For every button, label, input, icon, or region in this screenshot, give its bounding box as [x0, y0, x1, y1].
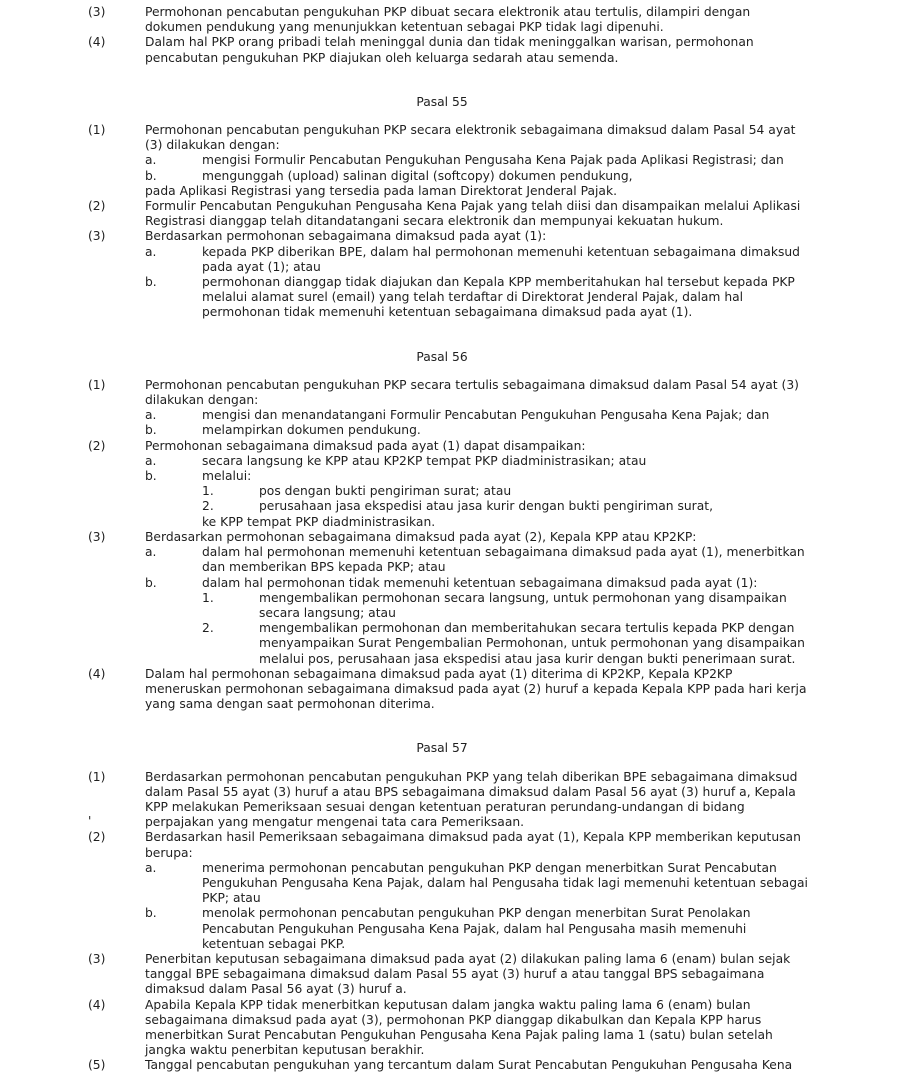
- list-item: [202, 499, 808, 514]
- item-text: Permohonan pencabutan pengukuhan PKP dibuat secara elektronik atau tertulis, dilampiri dengan dokumen pendukung yang menunjukkan ketentuan sebagai PKP tidak lagi dipenuhi.: [145, 5, 751, 35]
- item-body: [202, 169, 808, 184]
- item-text: secara langsung ke KPP atau KP2KP tempat PKP diadministrasikan; atau: [202, 453, 647, 468]
- item-number: (3): [88, 229, 106, 244]
- pasal-heading: Pasal 56: [416, 349, 468, 364]
- item-body: [145, 830, 808, 952]
- list-item: [145, 545, 808, 575]
- item-text: Berdasarkan hasil Pemeriksaan sebagaimana dimaksud pada ayat (1), Kepala KPP memberikan keputusan berupa:: [145, 830, 801, 860]
- item-text: Permohonan pencabutan pengukuhan PKP secara tertulis sebagaimana dimaksud dalam Pasal 54 ayat (3) dilakukan dengan:: [145, 377, 799, 408]
- item-number: b.: [145, 423, 157, 438]
- list-item: [145, 861, 808, 907]
- item-number: (1): [88, 123, 106, 138]
- item-text: Penerbitan keputusan sebagaimana dimaksud pada ayat (2) dilakukan paling lama 6 (enam) bulan sejak tanggal BPE sebagaimana dimaksud dalam Pasal 55 ayat (3) huruf a atau tanggal BPS sebagaimana dimaksud dalam Pasal 56 ayat (3) huruf a.: [145, 951, 791, 997]
- item-text: dalam hal permohonan memenuhi ketentuan sebagaimana dimaksud pada ayat (1), menerbitkan dan memberikan BPS kepada PKP; atau: [202, 545, 805, 575]
- item-text: Formulir Pencabutan Pengukuhan Pengusaha Kena Pajak yang telah diisi dan disampaikan melalui Aplikasi Registrasi dianggap telah ditandatangani secara elektronik dan mempunyai kekuatan hukum.: [145, 199, 801, 229]
- item-text: Berdasarkan permohonan sebagaimana dimaksud pada ayat (1):: [145, 229, 547, 244]
- item-body: [259, 484, 808, 499]
- item-number: a.: [145, 244, 157, 259]
- item-body: [145, 199, 808, 229]
- item-text: mengembalikan permohonan dan memberitahukan secara tertulis kepada PKP dengan menyampaikan Surat Pengembalian Permohonan, untuk permohonan yang disampaikan melalui pos, perusahaan jasa ekspedisi atau jasa kurir dengan bukti penerimaan surat.: [259, 621, 805, 666]
- item-body: [145, 378, 808, 439]
- item-number: a.: [145, 408, 157, 423]
- item-body: [145, 123, 808, 199]
- pasal-section: [88, 350, 808, 713]
- item-text: melalui:: [202, 469, 252, 484]
- item-continuation-text: ke KPP tempat PKP diadministrasikan.: [202, 514, 436, 529]
- list-item: [88, 229, 808, 320]
- list-item: [145, 469, 808, 530]
- item-number: (4): [88, 666, 106, 681]
- item-text: mengisi dan menandatangani Formulir Pencabutan Pengukuhan Pengusaha Kena Pajak; dan: [202, 408, 770, 423]
- list-item: [202, 484, 808, 499]
- item-number: a.: [145, 860, 157, 875]
- list-item: [88, 952, 808, 998]
- item-body: [202, 454, 808, 469]
- item-body: [145, 667, 808, 713]
- pasal-section: [88, 95, 808, 321]
- item-body: [202, 906, 808, 952]
- item-number: b.: [145, 469, 157, 484]
- item-body: [202, 245, 808, 275]
- item-body: [202, 423, 808, 438]
- item-body: [145, 35, 808, 65]
- item-body: [145, 1058, 808, 1073]
- pasal-heading: Pasal 57: [416, 741, 468, 756]
- item-number: a.: [145, 153, 157, 168]
- item-body: [145, 770, 808, 831]
- list-item: [88, 35, 808, 65]
- list-item: [88, 378, 808, 439]
- item-text: Permohonan pencabutan pengukuhan PKP secara elektronik sebagaimana dimaksud dalam Pasal 54 ayat (3) dilakukan dengan:: [145, 123, 796, 153]
- document-body: [88, 5, 808, 1074]
- item-text: perusahaan jasa ekspedisi atau jasa kurir dengan bukti pengiriman surat,: [259, 499, 713, 514]
- list-item: [88, 5, 808, 35]
- pasal-section: [88, 741, 808, 1073]
- list-item: [88, 123, 808, 199]
- item-number: a.: [145, 545, 157, 560]
- item-text: Berdasarkan permohonan sebagaimana dimaksud pada ayat (2), Kepala KPP atau KP2KP:: [145, 529, 697, 544]
- list-item: [88, 1058, 808, 1073]
- item-number: (2): [88, 830, 106, 845]
- item-number: (3): [88, 951, 106, 966]
- item-number: 2.: [202, 621, 214, 636]
- item-number: (1): [88, 377, 106, 392]
- item-number: 1.: [202, 484, 214, 499]
- item-body: [145, 952, 808, 998]
- list-item: [88, 530, 808, 667]
- item-number: (4): [88, 35, 106, 50]
- item-body: [202, 275, 808, 321]
- list-item: [88, 199, 808, 229]
- item-number: b.: [145, 906, 157, 921]
- item-number: 2.: [202, 499, 214, 514]
- item-text: mengembalikan permohonan secara langsung, untuk permohonan yang disampaikan secara langsung; atau: [259, 590, 787, 620]
- item-number: (2): [88, 199, 106, 214]
- list-item: [202, 591, 808, 621]
- item-number: (3): [88, 529, 106, 544]
- item-number: (1) ': [88, 769, 106, 828]
- pasal-section: [88, 5, 808, 66]
- item-text: Tanggal pencabutan pengukuhan yang tercantum dalam Surat Pencabutan Pengukuhan Pengusaha Kena: [145, 1058, 793, 1073]
- stray-apostrophe-mark: ': [88, 813, 92, 828]
- item-number: (3): [88, 5, 106, 19]
- list-item: [88, 998, 808, 1059]
- item-text: permohonan dianggap tidak diajukan dan Kepala KPP memberitahukan hal tersebut kepada PKP melalui alamat surel (email) yang telah terdaftar di Direktorat Jenderal Pajak, dalam hal permohonan tidak memenuhi ketentuan sebagaimana dimaksud pada ayat (1).: [202, 275, 795, 320]
- list-item: [145, 245, 808, 275]
- list-item: [88, 439, 808, 530]
- item-number: (5): [88, 1058, 106, 1073]
- item-body: [259, 621, 808, 667]
- item-body: [202, 153, 808, 168]
- item-body: [202, 545, 808, 575]
- item-text: Berdasarkan permohonan pencabutan pengukuhan PKP yang telah diberikan BPE sebagaimana dimaksud dalam Pasal 55 ayat (3) huruf a atau BPS sebagaimana dimaksud dalam Pasal 56 ayat (3) huruf a, Kepala KPP melakukan Pemeriksaan sesuai dengan ketentuan peraturan perundang-undangan di bidang perpajakan yang mengatur mengenai tata cara Pemeriksaan.: [145, 769, 798, 830]
- item-body: [145, 5, 808, 35]
- list-item: [145, 906, 808, 952]
- item-text: Permohonan sebagaimana dimaksud pada ayat (1) dapat disampaikan:: [145, 438, 586, 453]
- item-body: [145, 439, 808, 530]
- list-item: [145, 454, 808, 469]
- list-item: [88, 830, 808, 952]
- item-continuation-text: pada Aplikasi Registrasi yang tersedia pada laman Direktorat Jenderal Pajak.: [145, 183, 617, 198]
- item-body: [202, 408, 808, 423]
- list-item: [202, 621, 808, 667]
- item-body: [145, 229, 808, 320]
- item-text: Apabila Kepala KPP tidak menerbitkan keputusan dalam jangka waktu paling lama 6 (enam) bulan sebagaimana dimaksud pada ayat (3), permohonan PKP dianggap dikabulkan dan Kepala KPP harus menerbitkan Surat Pencabutan Pengukuhan Pengusaha Kena Pajak paling lama 1 (satu) bulan setelah jangka waktu penerbitan keputusan berakhir.: [145, 997, 773, 1058]
- item-body: [202, 469, 808, 530]
- list-item: [145, 408, 808, 423]
- list-item: [145, 275, 808, 321]
- item-number: b.: [145, 275, 157, 290]
- item-body: [259, 591, 808, 621]
- item-body: [145, 530, 808, 667]
- list-item: [145, 423, 808, 438]
- item-number: (2): [88, 438, 106, 453]
- pasal-heading: Pasal 55: [416, 94, 468, 109]
- item-text: menolak permohonan pencabutan pengukuhan PKP dengan menerbitan Surat Penolakan Pencabutan Pengukuhan Pengusaha Kena Pajak, dalam hal Pengusaha masih memenuhi ketentuan sebagai PKP.: [202, 906, 751, 951]
- item-text: mengunggah (upload) salinan digital (softcopy) dokumen pendukung,: [202, 168, 633, 183]
- item-text: dalam hal permohonan tidak memenuhi ketentuan sebagaimana dimaksud pada ayat (1):: [202, 575, 758, 590]
- list-item: [145, 576, 808, 667]
- item-number: b.: [145, 575, 157, 590]
- item-number: b.: [145, 168, 157, 183]
- item-body: [145, 998, 808, 1059]
- item-text: pos dengan bukti pengiriman surat; atau: [259, 484, 512, 499]
- item-number: 1.: [202, 590, 214, 605]
- item-text: menerima permohonan pencabutan pengukuhan PKP dengan menerbitkan Surat Pencabutan Pengukuhan Pengusaha Kena Pajak, dalam hal Pengusaha tidak lagi memenuhi ketentuan sebagai PKP; atau: [202, 860, 808, 906]
- item-text: Dalam hal PKP orang pribadi telah meninggal dunia dan tidak meninggalkan warisan, permohonan pencabutan pengukuhan PKP diajukan oleh keluarga sedarah atau semenda.: [145, 35, 754, 65]
- item-text: mengisi Formulir Pencabutan Pengukuhan Pengusaha Kena Pajak pada Aplikasi Registrasi; dan: [202, 153, 784, 168]
- list-item: [88, 770, 808, 831]
- item-body: [259, 499, 808, 514]
- list-item: [88, 667, 808, 713]
- item-body: [202, 576, 808, 667]
- item-number: (4): [88, 997, 106, 1012]
- item-body: [202, 861, 808, 907]
- item-text: kepada PKP diberikan BPE, dalam hal permohonan memenuhi ketentuan sebagaimana dimaksud pada ayat (1); atau: [202, 244, 800, 274]
- item-text: Dalam hal permohonan sebagaimana dimaksud pada ayat (1) diterima di KP2KP, Kepala KP2KP meneruskan permohonan sebagaimana dimaksud pada ayat (2) huruf a kepada Kepala KPP pada hari kerja yang sama dengan saat permohonan diterima.: [145, 666, 807, 712]
- list-item: [145, 153, 808, 168]
- list-item: [145, 169, 808, 184]
- item-number: a.: [145, 453, 157, 468]
- item-text: melampirkan dokumen pendukung.: [202, 423, 421, 438]
